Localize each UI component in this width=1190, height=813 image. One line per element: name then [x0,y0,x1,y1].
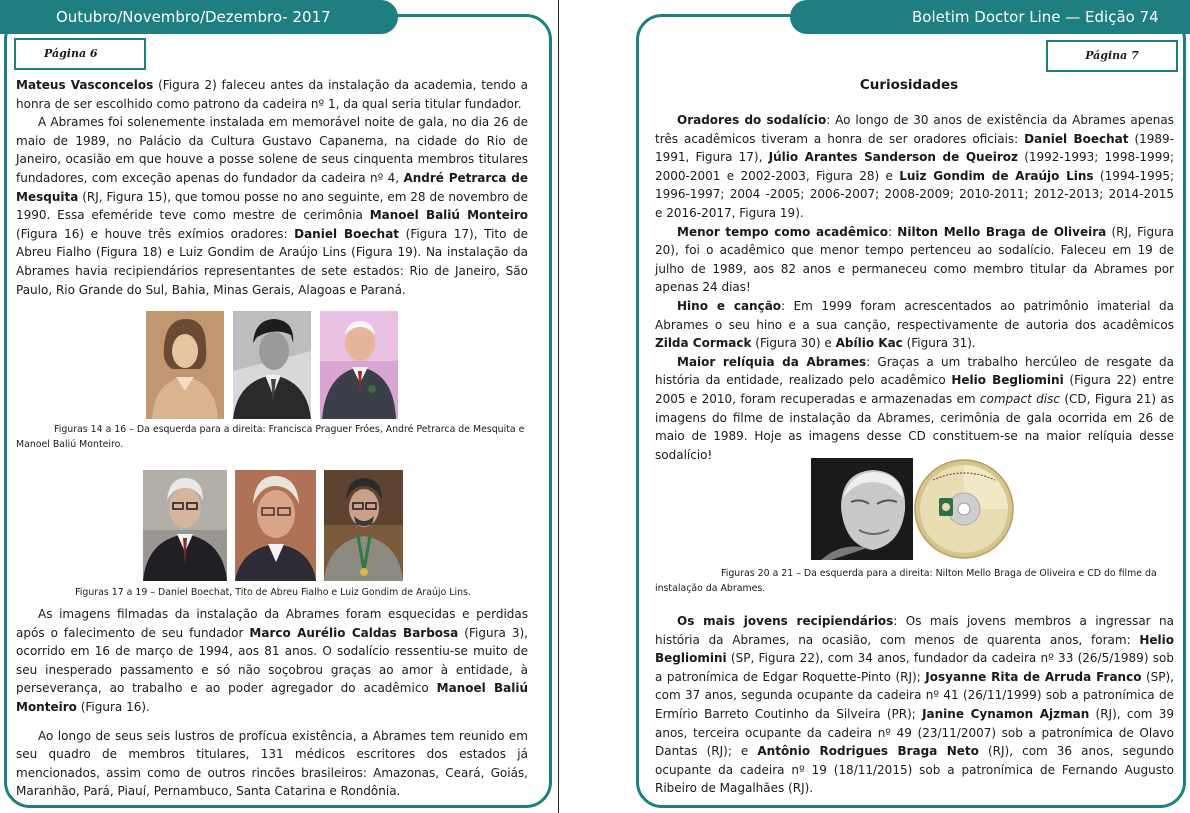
bold-text: Hino e canção [677,298,782,313]
left-page [0,0,560,813]
bold-text: Daniel Boechat [294,226,400,241]
text-run: (Figura 22) entre 2005 e 2010, foram recuperadas e armazenadas em [655,373,1174,406]
bold-text: Antônio Rodrigues Braga Neto [757,744,979,759]
text-run: : [887,224,898,239]
photo-daniel-boechat [143,470,227,581]
paragraph [16,727,528,801]
text-run: (CD, Figura 21) as imagens do filme de instalação da Abrames, cerimônia de gala ocorrida em 26 de maio de 1989. Hoje as imagens desse CD constituem-se na maior relíquia desse sodalício! [655,391,1174,462]
text-run: : Graças a um trabalho hercúleo de resgate da história da entidade, realizado pelo acadêmico [655,354,1175,388]
bold-text: Janine Cynamon Ajzman [922,706,1090,721]
text-run: As imagens filmadas da instalação da Abrames foram esquecidas e perdidas após o falecimento de seu fundador [16,607,528,640]
bold-text: Helio Begliomini [951,373,1064,388]
bold-text: Maior relíquia da Abrames [677,354,867,369]
bold-text: Manoel Baliú Monteiro [369,208,528,223]
left-body-bottom [16,605,528,801]
text-run: Ao longo de seus seis lustros de profícua existência, a Abrames tem reunido em seu quadro de membros titulares, 131 médicos escritores dos estados já mencionados, assim como de outros rincões brasileiros: Amazonas, Ceará, Goiás, Maranhão, Pará, Piauí, Pernambuco, Santa Catarina e Rondônia. [16,728,528,799]
text-run: (RJ, Figura 20), foi o acadêmico que menor tempo pertenceu ao sodalício. Faleceu em 19 de julho de 1989, aos 82 anos e permaneceu como membro titular da Abrames por apenas 24 dias! [655,224,1174,295]
bold-text: Zilda Cormack [655,336,752,351]
bold-text: Helio Begliomini [655,632,1174,666]
text-run: (RJ), com 36 anos, segundo ocupante da cadeira nº 19 (18/11/2015) sob a patronímica de Fernando Augusto Ribeiro de Magalhães (RJ). [655,744,1174,796]
text-run: : Os mais jovens membros a ingressar na história da Abrames, na ocasião, com menos de quarenta anos, foram: [655,614,1174,647]
text-run: (Figura 17), Tito de Abreu Fialho (Figura 18) e Luiz Gondim de Araújo Lins (Figura 19). Na instalação da Abrames havia recipiendários representantes de sete estados: Rio de Janeiro, São Paulo, Rio Grande do Sul, Bahia, Minas Gerais, Alagoas e Paraná. [16,226,529,297]
text-run: (Figura 3), ocorrido em 16 de março de 1994, aos 81 anos. O sodalício ressentiu-se muito de seu inesperado passamento e só não soçobrou graças ao amor à entidade, à perseverança, ao trabalho e ao poder agregador do acadêmico [16,625,528,696]
right-body-bottom [655,612,1174,798]
cd-image [913,458,1015,560]
figure-caption-20-21: Figuras 20 a 21 – Da esquerda para a direita: Nilton Mello Braga de Oliveira e CD do filme da instalação da Abrames. [655,568,1157,594]
bold-text: Daniel Boechat [1024,131,1129,146]
paragraph [655,297,1174,353]
text-run: (1992-1993; 1998-1999; 2000-2001 e 2002-2003, Figura 28) e [655,150,1175,183]
right-body-top [655,111,1174,464]
paragraph [655,111,1174,223]
photo-tito-de-abreu-fialho [235,470,316,581]
bold-text: Júlio Arantes Sanderson de Queiroz [768,150,1018,165]
text-run: (Figura 2) faleceu antes da instalação da academia, tendo a honra de ser escolhido como patrono da cadeira nº 1, da qual seria titular fundador. [16,78,528,111]
photo-nilton-mello-braga-de-oliveira [811,458,921,560]
text-run: (RJ), com 39 anos, terceira ocupante da cadeira nº 49 (23/11/2007) sob a patronímica de Olavo Dantas (RJ); e [655,706,1174,759]
paragraph [16,76,528,113]
right-page-header: Boletim Doctor Line — Edição 74 [790,0,1190,34]
photo-francisca-praguer-froes [146,311,224,419]
figure-caption-17-19: Figuras 17 a 19 – Daniel Boechat, Tito de Abreu Fialho e Luiz Gondim de Araújo Lins. [75,587,471,598]
text-run: (Figura 16) e houve três exímios oradores: [16,226,295,241]
left-page-number: Página 6 [14,38,146,70]
text-run: (RJ, Figura 15), que tomou posse no ano seguinte, em 28 de novembro de 1990. Essa efeméride teve como mestre de cerimônia [16,189,528,223]
bold-text: Luiz Gondim de Araújo Lins [899,168,1094,183]
photo-andre-petrarca-de-mesquita [233,311,311,419]
bold-text: Manoel Baliú Monteiro [16,681,528,714]
text-run: (Figura 16). [76,699,150,714]
paragraph [655,612,1174,798]
bold-text: Josyanne Rita de Arruda Franco [925,669,1142,684]
text-run: : Ao longo de 30 anos de existência da Abrames apenas três acadêmicos tiveram a honra de ser oradores oficiais: [655,113,1174,146]
bold-text: Marco Aurélio Caldas Barbosa [249,625,459,640]
photo-luiz-gondim-de-araujo-lins [324,470,403,581]
bold-text: Os mais jovens recipiendários [677,614,894,628]
right-page-number: Página 7 [1046,40,1178,72]
paragraph [16,605,528,717]
italic-text: compact disc [979,391,1060,406]
text-run: (1994-1995; 1996-1997; 2004 -2005; 2006-2007; 2008-2009; 2010-2011; 2012-2013; 2014-2015 e 2016-2017, Figura 19). [655,168,1175,220]
section-title: Curiosidades [859,77,959,93]
bold-text: Abílio Kac [835,336,903,351]
text-run: (1989-1991, Figura 17), [655,131,1174,165]
text-run: (Figura 31). [902,336,976,351]
figure-caption-14-16: Figuras 14 a 16 – Da esquerda para a direita: Francisca Praguer Fróes, André Petrarca de Mesquita e Manoel Baliú Monteiro. [16,424,525,450]
photo-manoel-baliu-monteiro [320,311,398,419]
bold-text: André Petrarca de Mesquita [16,170,529,204]
page-divider [558,0,559,813]
bold-text: Oradores do sodalício [677,113,827,127]
text-run: (SP, Figura 22), com 34 anos, fundador da cadeira nº 33 (26/5/1989) sob a patronímica de Edgar Roquette-Pinto (RJ); [655,651,1174,684]
text-run: (SP), com 37 anos, segunda ocupante da cadeira nº 41 (26/11/1999) sob a patronímica de Ermírio Barreto Coutinho da Silveira (PR); [655,669,1174,721]
text-run: A Abrames foi solenemente instalada em memorável noite de gala, no dia 26 de maio de 1989, no Palácio da Cultura Gustavo Capanema, na cidade do Rio de Janeiro, ocasião em que houve a posse solene de seus cinquenta membros titulares fundadores, com exceção apenas do fundador da cadeira nº 4, [16,115,528,185]
text-run: (Figura 30) e [751,336,836,351]
text-run: : Em 1999 foram acrescentados ao patrimônio imaterial da Abrames o seu hino e a sua canção, respectivamente de autoria dos acadêmicos [655,298,1174,332]
paragraph [655,353,1174,465]
bold-text: Mateus Vasconcelos [16,78,154,92]
right-page [628,0,1190,813]
paragraph [16,113,528,299]
paragraph [655,223,1174,297]
bold-text: Nilton Mello Braga de Oliveira [897,224,1107,239]
left-page-header: Outubro/Novembro/Dezembro- 2017 [0,0,398,34]
bold-text: Menor tempo como acadêmico [677,224,888,239]
left-body-top [16,76,528,299]
